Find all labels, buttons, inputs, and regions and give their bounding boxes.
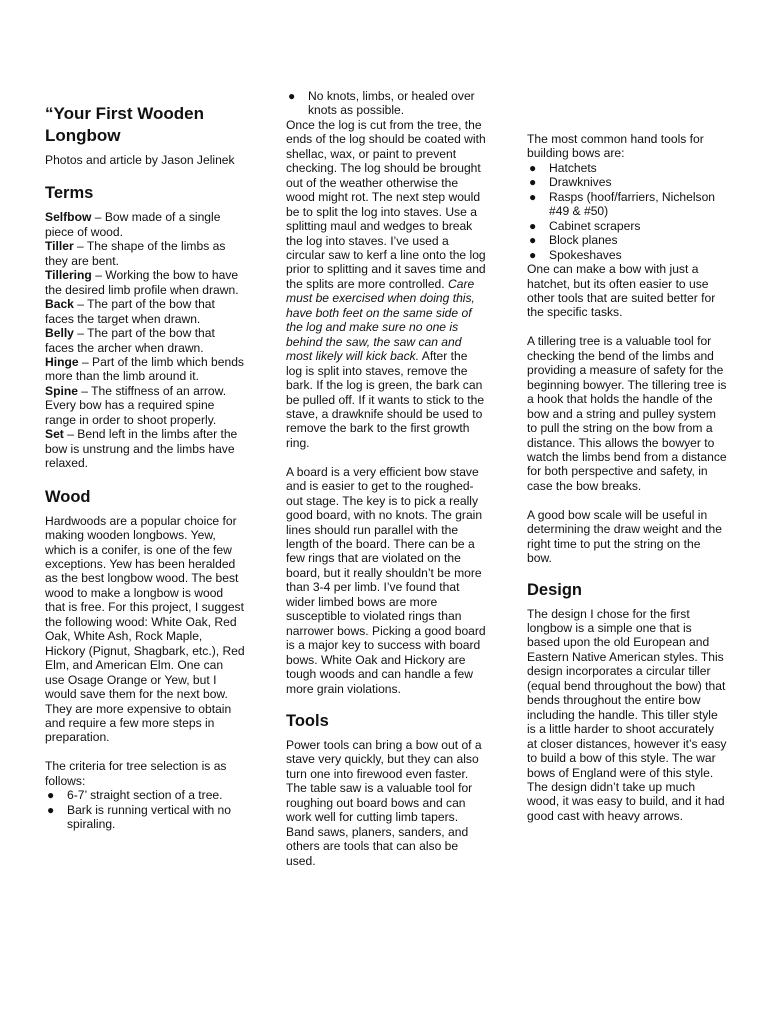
list-item	[45, 788, 245, 802]
tools-heading: Tools	[286, 712, 329, 731]
term-entry	[45, 355, 245, 384]
list-item-text: No knots, limbs, or healed over knots as possible.	[308, 89, 475, 118]
list-item	[527, 175, 727, 189]
bullet-icon: ●	[529, 233, 537, 248]
term-entry	[45, 210, 245, 239]
term-entry	[45, 239, 245, 268]
list-item	[527, 233, 727, 247]
wood-paragraph-3-text: Once the log is cut from the tree, the ends of the log should be coated with shellac, wax, or paint to prevent checking. The log should be brought out of the weather otherwise the wood might rot. The next step would be to split the log into staves. Use a splitting maul and wedges to break the log into staves. I’ve used a circular saw to kerf a line onto the log prior to splitting and it saves time and the splits are more controlled.	[286, 117, 486, 291]
design-heading: Design	[527, 580, 583, 599]
term-name: Spine	[45, 383, 78, 398]
list-item-text: Drawknives	[549, 175, 612, 190]
wood-paragraph-2: The criteria for tree selection is as follows:	[45, 759, 227, 788]
list-item-text: Hatchets	[549, 160, 597, 175]
list-item	[45, 803, 245, 832]
list-item-text: Block planes	[549, 233, 618, 248]
tools-paragraph-5: A good bow scale will be useful in determining the draw weight and the right time to put the string on the bow.	[527, 507, 722, 566]
bullet-icon: ●	[529, 247, 537, 262]
safety-warning: Care must be exercised when doing this, have both feet on the same side of the log and make sure no one is behind the saw, the saw can and most likely will kick back.	[286, 276, 475, 364]
bullet-icon: ●	[288, 89, 296, 103]
list-item	[527, 161, 727, 175]
column-2	[286, 89, 486, 868]
term-definition: – The stiffness of an arrow. Every bow has a required spine range in order to shoot properly.	[45, 383, 227, 427]
terms-list	[45, 210, 245, 470]
list-item	[527, 190, 727, 219]
article-title: “Your First Wooden Longbow	[45, 104, 204, 145]
term-entry	[45, 297, 245, 326]
tools-paragraph-2: The most common hand tools for building bows are:	[527, 132, 704, 161]
list-item-text: Spokeshaves	[549, 247, 622, 262]
bullet-icon: ●	[529, 189, 537, 204]
term-name: Tillering	[45, 268, 92, 283]
wood-paragraph-1: Hardwoods are a popular choice for making wooden longbows. Yew, which is a conifer, is one of the few exceptions. Yew has been heralded as the best longbow wood. The best wood to make a longbow is wood that is free. For this project, I suggest the following wood: White Oak, Red Oak, White Ash, Rock Maple, Hickory (Pignut, Shagbark, etc.), Red Elm, and American Elm. One can use Osage Orange or Yew, but I would save them for the next bow. They are more expensive to obtain and require a few more steps in preparation.	[45, 513, 245, 745]
list-item-text: 6-7’ straight section of a tree.	[67, 788, 223, 803]
terms-heading: Terms	[45, 184, 94, 203]
term-definition: – Part of the limb which bends more than the limb around it.	[45, 354, 244, 384]
term-definition: – The part of the bow that faces the target when drawn.	[45, 297, 215, 326]
term-name: Back	[45, 297, 74, 312]
list-item	[527, 219, 727, 233]
list-item	[527, 248, 727, 262]
column-1	[45, 103, 245, 832]
term-name: Belly	[45, 326, 74, 341]
column-3	[527, 89, 727, 823]
list-item-text: Rasps (hoof/farriers, Nichelson #49 & #50)	[549, 189, 716, 219]
list-item-text: Bark is running vertical with no spiraling.	[67, 802, 232, 832]
term-name: Set	[45, 427, 64, 442]
bullet-icon: ●	[47, 802, 55, 817]
term-name: Tiller	[45, 239, 74, 254]
wood-paragraph-4: A board is a very efficient bow stave and is easier to get to the roughed-out stage. The key is to pick a really good board, with no knots. The grain lines should run parallel with the length of the board. There can be a few rings that are violated on the board, but it really shouldn’t be more than 3-4 per limb. I’ve found that wider limbed bows are more susceptible to violated rings than narrower bows. Picking a good board is a major key to success with board bows. White Oak and Hickory are tough woods and can handle a few more grain violations.	[286, 464, 486, 696]
term-definition: – The part of the bow that faces the archer when drawn.	[45, 326, 215, 355]
term-entry	[45, 268, 245, 297]
hand-tools-list	[527, 161, 727, 262]
term-definition: – Bow made of a single piece of wood.	[45, 210, 221, 239]
bullet-icon: ●	[47, 788, 55, 803]
list-item	[286, 89, 486, 118]
term-definition: – Working the bow to have the desired limb profile when drawn.	[45, 268, 239, 297]
term-entry	[45, 427, 245, 470]
wood-paragraph-3-end: After the log is split into staves, remove the bark. If the log is green, the bark can be pulled off. If it wants to stick to the stave, a drawknife should be used to remove the bark to the first growth ring.	[286, 349, 485, 450]
bullet-icon: ●	[529, 160, 537, 175]
term-name: Hinge	[45, 354, 79, 369]
byline: Photos and article by Jason Jelinek	[45, 153, 235, 167]
bullet-icon: ●	[529, 175, 537, 190]
term-name: Selfbow	[45, 210, 92, 225]
term-entry	[45, 384, 245, 427]
list-item-text: Cabinet scrapers	[549, 218, 641, 233]
tools-paragraph-1: Power tools can bring a bow out of a stave very quickly, but they can also turn one into firewood even faster. The table saw is a valuable tool for roughing out board bows and can work well for cutting limb tapers. Band saws, planers, sanders, and others are tools that can also be used.	[286, 738, 482, 868]
criteria-list	[45, 788, 245, 831]
criteria-list-continued	[286, 89, 486, 118]
bullet-icon: ●	[529, 218, 537, 233]
term-entry	[45, 326, 245, 355]
design-paragraph-1: The design I chose for the first longbow is a simple one that is based upon the old European and Eastern Native American styles. This design incorporates a circular tiller (equal bend throughout the bow) that bends throughout the entire bow including the handle. This tiller style is a little harder to shoot accurately at closer distances, however it’s easy to build a bow of this style. The war bows of England were of this style. The design didn’t take up much wood, it was easy to build, and it had good cast with heavy arrows.	[527, 606, 727, 823]
tools-paragraph-3: One can make a bow with just a hatchet, but its often easier to use other tools that are suited better for the specific tasks.	[527, 262, 716, 320]
term-definition: – The shape of the limbs as they are bent.	[45, 239, 226, 268]
tools-paragraph-4: A tillering tree is a valuable tool for checking the bend of the limbs and providing a measure of safety for the beginning bowyer. The tillering tree is a hook that holds the handle of the bow and a string and pulley system to pull the string on the bow from a distance. This allows the bowyer to watch the limbs bend from a distance for both perspective and safety, in case the bow breaks.	[527, 334, 727, 493]
wood-heading: Wood	[45, 487, 91, 506]
wood-paragraph-3	[286, 118, 486, 450]
term-definition: – Bend left in the limbs after the bow is unstrung and the limbs have relaxed.	[45, 427, 238, 471]
